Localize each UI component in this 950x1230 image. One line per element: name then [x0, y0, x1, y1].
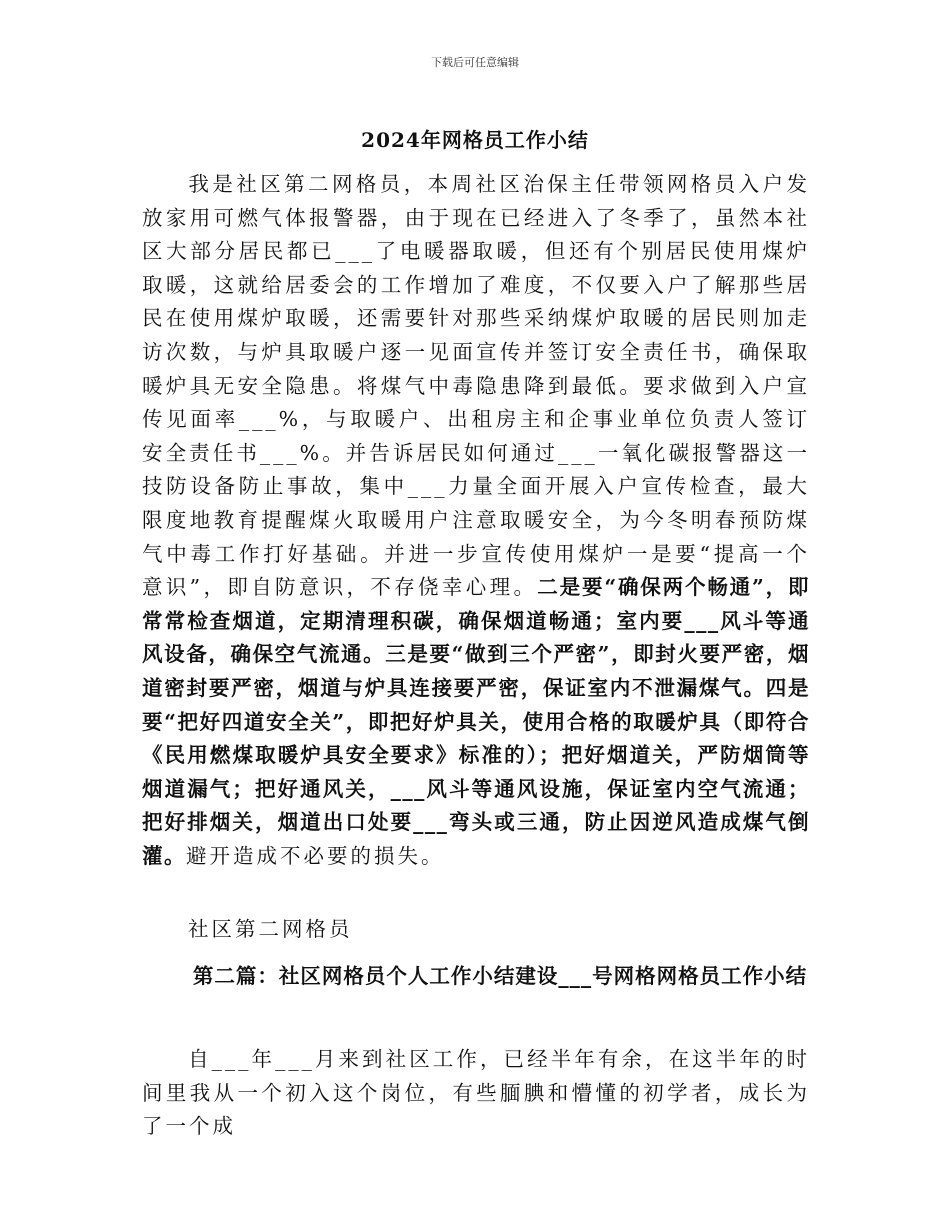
- paragraph-1: [142, 168, 810, 873]
- page-header-note: 下载后可任意编辑: [431, 56, 519, 69]
- document-title: 2024年网格员工作小结: [361, 128, 589, 152]
- paragraph-1-bold-text: 二是要“确保两个畅通”，即常常检查烟道，定期清理积碳，确保烟道畅通；室内要___风斗等通风设备，确保空气流通。三是要“做到三个严密”，即封火要严密，烟道密封要严密，烟道与炉具连接要严密，保证室内不泄漏煤气。四是要“把好四道安全关”，即把好炉具关，使用合格的取暖炉具（即符合《民用燃煤取暖炉具安全要求》标准的）；把好烟道关，严防烟筒等烟道漏气；把好通风关，___风斗等通风设施，保证室内空气流通；把好排烟关，烟道出口处要___弯头或三通，防止因逆风造成煤气倒灌。: [142, 575, 810, 868]
- paragraph-1-tail-text: 避开造成不必要的损失。: [186, 843, 445, 868]
- section-2-title: 第二篇：社区网格员个人工作小结建设___号网格网格员工作小结: [192, 964, 808, 988]
- paragraph-1-normal-text: 我是社区第二网格员，本周社区治保主任带领网格员入户发放家用可燃气体报警器，由于现在已经进入了冬季了，虽然本社区大部分居民都已___了电暖器取暖，但还有个别居民使用煤炉取暖，这就给居委会的工作增加了难度，不仅要入户了解那些居民在使用煤炉取暖，还需要针对那些采纳煤炉取暖的居民则加走访次数，与炉具取暖户逐一见面宣传并签订安全责任书，确保取暖炉具无安全隐患。将煤气中毒隐患降到最低。要求做到入户宣传见面率___%，与取暖户、出租房主和企事业单位负责人签订安全责任书___%。并告诉居民如何通过___一氧化碳报警器这一技防设备防止事故，集中___力量全面开展入户宣传检查，最大限度地教育提醒煤火取暖用户注意取暖安全，为今冬明春预防煤气中毒工作打好基础。并进一步宣传使用煤炉一是要“提高一个意识”，即自防意识，不存侥幸心理。: [142, 172, 810, 600]
- paragraph-2: [142, 1043, 810, 1144]
- paragraph-2-text: 自___年___月来到社区工作，已经半年有余，在这半年的时间里我从一个初入这个岗位，有些腼腆和懵懂的初学者，成长为了一个成: [142, 1047, 810, 1139]
- signature: 社区第二网格员: [188, 917, 353, 941]
